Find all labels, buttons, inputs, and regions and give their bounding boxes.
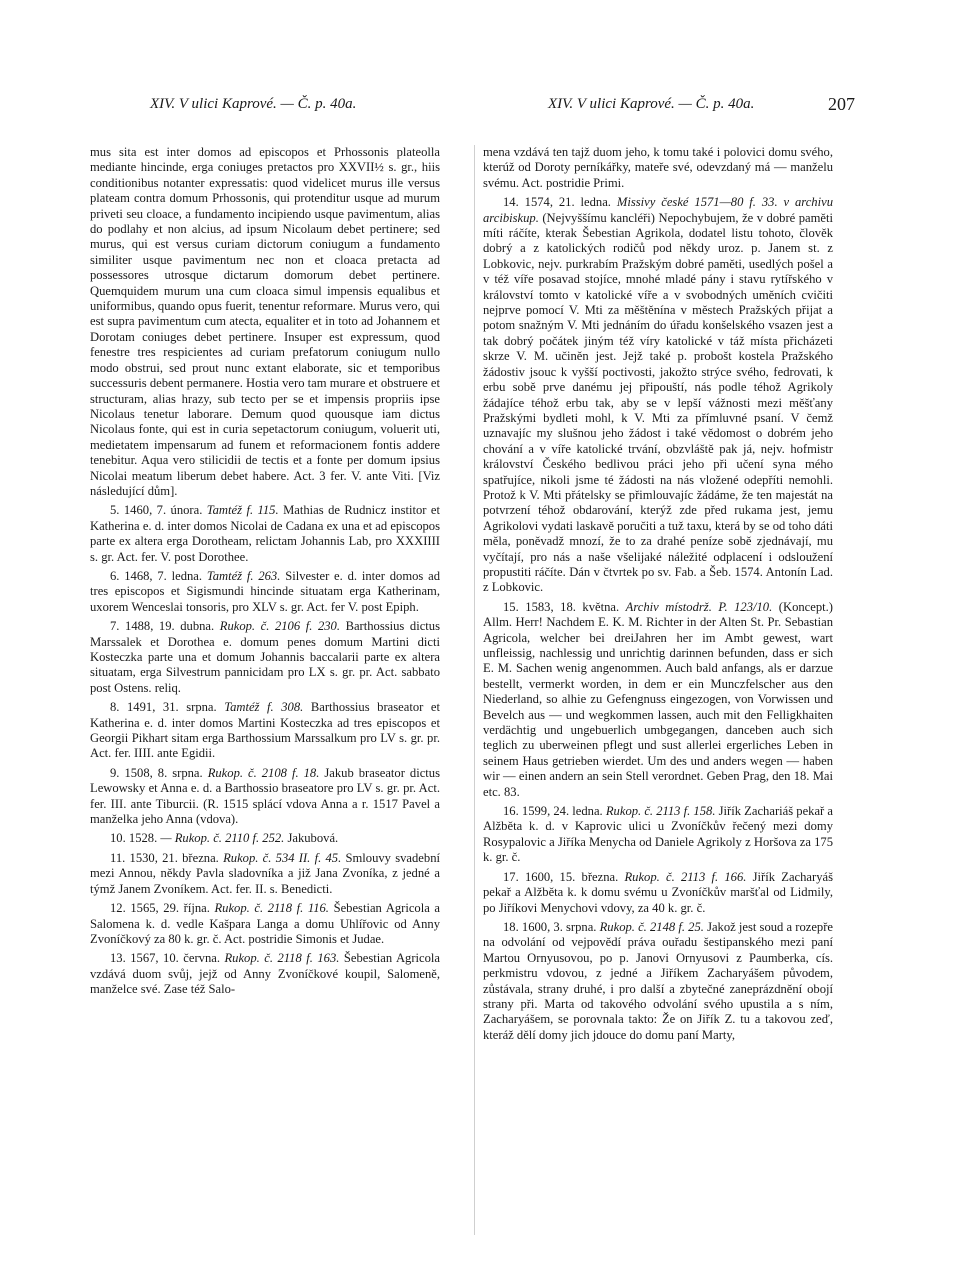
header-left: XIV. V ulici Kaprové. — Č. p. 40a.: [150, 96, 357, 112]
right-entries: [483, 195, 833, 1043]
entry-source: Rukop. č. 2108 f. 18.: [207, 765, 325, 780]
document-entry: [90, 831, 440, 846]
entry-source: Tamtéž f. 263.: [206, 568, 286, 583]
entry-heading: 14. 1574, 21. ledna.: [503, 195, 617, 210]
entry-source: Missivy české 1571—80 f. 33. v archivu arcibiskup.: [483, 195, 833, 225]
entry-text: Jiřík Zachariáš pekař a Alžběta k. d. v Kaprovic ulici u Zvoníčkův řečený mezi domy Rosypalovic a Jiříka Menycha od Daniele Agrikoly z Horšova za 175 k. gr. č.: [483, 804, 833, 865]
entry-source: Rukop. č. 534 II. f. 45.: [223, 850, 346, 865]
entry-source: — Rukop. č. 2110 f. 252.: [160, 831, 288, 846]
entry-text: (Nejvyššímu kancléři) Nepochybujem, že v dobré paměti míti ráčíte, kterak Šebestian Agrikola, dodatel listu tohoto, člověk dobrý a z katolických rodičů pod někdy uroz. p. Janem st. z Lobkovic, nejv. purkrabím Pražským dobré paměti, usedlých pošel a v též víře posavad stojíce, mnohé mladé pány i stavu rytířského v království tomto v katolické víře a v svobodných uměních cvičiti nejprve pomocí V. Mti za měštěnína v městech Pražských přijat a potom snažným V. Mti jednáním do úřadu konšelského vsazen jest a tak dobrý počátek jiným též víry katolické v táž místa přicházeti skrze V. M. učiněn jest. Jejž také p. probošt kostela Pražského žádostiv jsouc k vyšší poctivosti, jakožto strýce svého, fedrovati, k erbu sobě prve danému jej připouští, nás podle téhož Agrikoly žádajíce téhož erbu tak, aby se v lepší vážnosti mezi měšťany Pražskými bydleti mohl, k V. Mti za přímluvné psaní. V čemž uznavajíc my slušnou jeho žádost i také vědomost o dobrém jeho chování a v víře katolické trvání, obzvláště pak já, nejv. hofmistr království Českého bedlivou práci jeho při učení syna mého spatřujíce, nikoli jsme té žádosti na nás vložené odepříti nemohli. Protož k V. Mti přátelsky se přimlouvajíc žádáme, že ten majestát na potvrzení téhož obdarování, kterýž zde před rukama jest, jemu Agrikolovi vydati laskavě poručiti a tuž taxu, která by se od toho dáti měla, poněvadž mnozí, že to za drahé peníze sobě zjednávají, mu vyčítají, pro nás a naše všelijaké náležité odplacení i odsloužení propustiti ráčíte. Dán v čtvrtek po sv. Fab. a Šeb. 1574. Antonín Lad. z Lobkovic.: [483, 210, 834, 595]
document-entry: [90, 569, 440, 615]
entry-text: (Koncept.) Allm. Herr! Nachdem E. K. M. Richter in der Alten St. Pr. Sebastian Agricola, welcher bei dreiJahren her im Ambt gewest, wart unfleissig, nachlessig und unrichtig darinnen befunden, dass er sich E. M. Sachen wenig angenommen. Auch bald anfangs, als er darzue bestellt, vermerkt worden, in dem er ein Munczfelscher aus den Niederland, so alhie zu Gefengnuss eingezogen, von Vorwissen und Bevelch aus — und wegkommen lassen, auch mit den Felligkhaiten verdächtig und ungebuerlich umbgegangen, danceben auch sich teglich zu uberweinen pflegt und sust allerlei ergerliches Leben in seinem Haus getrieben wierdet. Um des und anders wegen — haben wir — einen andern an sein Stell verordnet. Geben Prag, den 18. Mai etc. 83.: [483, 599, 833, 799]
entry-text: Barthossius dictus Marssalek et Dorothea e. domum penes domum Martini dicti Kosteczka parte una et domum Johannis baccalarii parte ex altera situatam, erga Silvestrum pannicidam pro LX s. gr. pr. Act. sabbato post Ostens. reliq.: [90, 619, 440, 695]
entry-heading: 10. 1528.: [110, 831, 161, 846]
document-entry: [483, 920, 833, 1043]
entry-heading: 7. 1488, 19. dubna.: [110, 619, 220, 634]
entry-source: Rukop. č. 2113 f. 158.: [605, 804, 719, 819]
entry-heading: 13. 1567, 10. června.: [110, 951, 225, 966]
document-entry: [90, 503, 440, 565]
document-entry: [483, 870, 833, 916]
entry-text: Šebestian Agricola vzdává duom svůj, jejž od Anny Zvoníčkové koupil, Salomeně, manželce své. Zase též Salo-: [90, 951, 441, 997]
column-divider: [474, 145, 475, 1235]
running-header: [0, 96, 960, 124]
left-entries: [90, 503, 440, 997]
entry-text: Barthossius braseator et Katherina e. d. inter domos Martini Kosteczka ad tres episcopos et Georgii Pikhart sitam erga Barthossium Marssalkum pro LV s. gr. pr. Act. fer. IIII. ante Egidii.: [90, 700, 440, 761]
entry-text: Jiřík Zacharyáš pekař a Alžběta k. k domu svému u Zvoníčkův maršťal od Lidmily, po Jiříkovi Menychovi vdovy, za 40 k. gr. č.: [483, 869, 834, 915]
entry-source: Rukop. č. 2118 f. 116.: [214, 901, 334, 916]
entry-text: Jakub braseator dictus Lewowsky et Anna e. d. a Barthossio braseatore pro LV s. gr. pr. Act. fer. III. ante Tiburcii. (R. 1515 splácí vdova Anna a r. 1517 Pavel a manželka jeho Anna (vdova).: [90, 765, 440, 827]
entry-heading: 11. 1530, 21. března.: [110, 850, 224, 865]
entry-heading: 5. 1460, 7. února.: [110, 503, 207, 518]
entry-text: Mathias de Rudnicz institor et Katherina e. d. inter domos Nicolai de Cadana ex una et ad episcopos parte ex altera erga Dorotheam, relictam Johannis Lab, pro XXXIIII s. gr. Act. fer. V. post Dorothee.: [90, 503, 440, 564]
right-column: [483, 145, 833, 1047]
header-right: XIV. V ulici Kaprové. — Č. p. 40a.: [548, 96, 755, 112]
entry-heading: 15. 1583, 18. května.: [503, 599, 626, 614]
entry-heading: 16. 1599, 24. ledna.: [503, 804, 606, 819]
document-entry: [90, 700, 440, 762]
entry-source: Rukop. č. 2148 f. 25.: [599, 919, 708, 934]
document-entry: [483, 600, 833, 800]
entry-heading: 6. 1468, 7. ledna.: [110, 568, 207, 583]
entry-source: Tamtéž f. 308.: [224, 700, 311, 715]
document-entry: [90, 901, 440, 947]
document-entry: [90, 951, 440, 997]
document-entry: [90, 619, 440, 696]
document-entry: [483, 195, 833, 596]
document-entry: [90, 851, 440, 897]
entry-source: Rukop. č. 2106 f. 230.: [219, 619, 346, 634]
document-entry: [483, 804, 833, 866]
document-entry: [90, 766, 440, 828]
entry-heading: 18. 1600, 3. srpna.: [503, 919, 600, 934]
entry-text: Silvester e. d. inter domos ad tres episcopos et Sigismundi hincinde situatam erga Katherinam, uxorem Wenceslai tonsoris, pro XLV s. gr. Act. fer V. post Epiph.: [90, 568, 440, 614]
page-number: 207: [828, 94, 855, 114]
continuation-paragraph: mena vzdává ten tajž duom jeho, k tomu také i polovici domu svého, kterúž od Doroty perníkářky, mateře své, odevzdaný má — manželu svému. Act. postridie Primi.: [483, 145, 833, 190]
entry-heading: 9. 1508, 8. srpna.: [110, 765, 208, 780]
continuation-paragraph: mus sita est inter domos ad episcopos et Prhossonis plateolla mediante hincinde, erga coniuges pretactos pro XXVII½ s. gr., hiis conditionibus notanter expressatis: quod videlicet murus ille versus plateam contra domum Prhossonis, qui protenditur usque ad murum priveti seu cloace, a fundamento incipiendo usque pavimentum, alias do podlahy et non alcius, ad ipsum Nicolaum debet pertinere; sed murus, qui est versus curiam dictorum coniugum a fundamento similiter usque pavimentum nec non et cloaca pretacta ad possessores utrosque dictarum domorum debet pertinere. Quemquidem murum una cum cloaca simul impensis equalibus et uniformibus, quando opus fuerit, tenentur reformare. Murus vero, qui est supra pavimentum cum atecta, equaliter et in toto ad Johannem et Dorotam coniuges debet pertinere. Insuper est expressum, quod fenestre tres respicientes ad curiam prefatorum coniugum nullo modo obstrui, sed prout nunc extant elaborate, sic et temporibus successuris debent permanere. Hostia vero tam murare et obstruere et structuram, alias hrazy, sub tecto per se et impensis propriis ipse Nicolaus tenetur laborare. Demum quod quousque iam dictus Nicolaus fonte, qui est in curia sepetactorum coniugum, voluerit uti, medietatem impensarum ad funem et reformacionem fontis addere tenebitur. Aqua vero stilicidii de tectis et a fonte per domum ipsius Nicolai meatum liberum debet habere. Act. 3 fer. V. ante Viti. [Viz následující dům].: [90, 145, 440, 498]
entry-heading: 8. 1491, 31. srpna.: [110, 700, 225, 715]
entry-heading: 12. 1565, 29. října.: [110, 901, 215, 916]
entry-text: Šebestian Agricola a Salomena k. d. vedle Kašpara Langa a domu Uhlířovic od Anny Zvoníčkový za 80 k. gr. č. Act. postridie Simonis et Judae.: [90, 901, 440, 946]
entry-source: Archiv místodrž. P. 123/10.: [625, 599, 779, 614]
entry-text: Jakubová.: [287, 831, 339, 846]
entry-source: Tamtéž f. 115.: [206, 503, 284, 518]
entry-source: Rukop. č. 2118 f. 163.: [224, 951, 344, 966]
entry-heading: 17. 1600, 15. března.: [503, 869, 625, 884]
entry-text: Jakož jest soud a rozepře na odvolání od vejpovědí práva ouřadu šestipanského mezi paní Martou Ornyusovou, po p. Janovi Ornyusovi z Paumberka, cís. perkmistru vdovou, z jedné a Jiříkem Zacharyášem původem, zůstávala, strany druhé, i pro další a zbytečné zaneprázdnění obojí strany při. Marta od takového odvolání svého upustila a s ním, Zacharyášem, se porovnala takto: Že on Jiřík Z. tu a takovou zeď, kteráž dělí domy jich jdouce do domu paní Marty,: [483, 919, 834, 1042]
left-column: [90, 145, 440, 1002]
entry-text: Smlouvy svadební mezi Annou, někdy Pavla sladovníka a již Jana Zvoníka, z jedné a týmž Janem Zvoníkem. Act. fer. II. s. Benedicti.: [90, 850, 440, 896]
entry-source: Rukop. č. 2113 f. 166.: [624, 869, 753, 884]
